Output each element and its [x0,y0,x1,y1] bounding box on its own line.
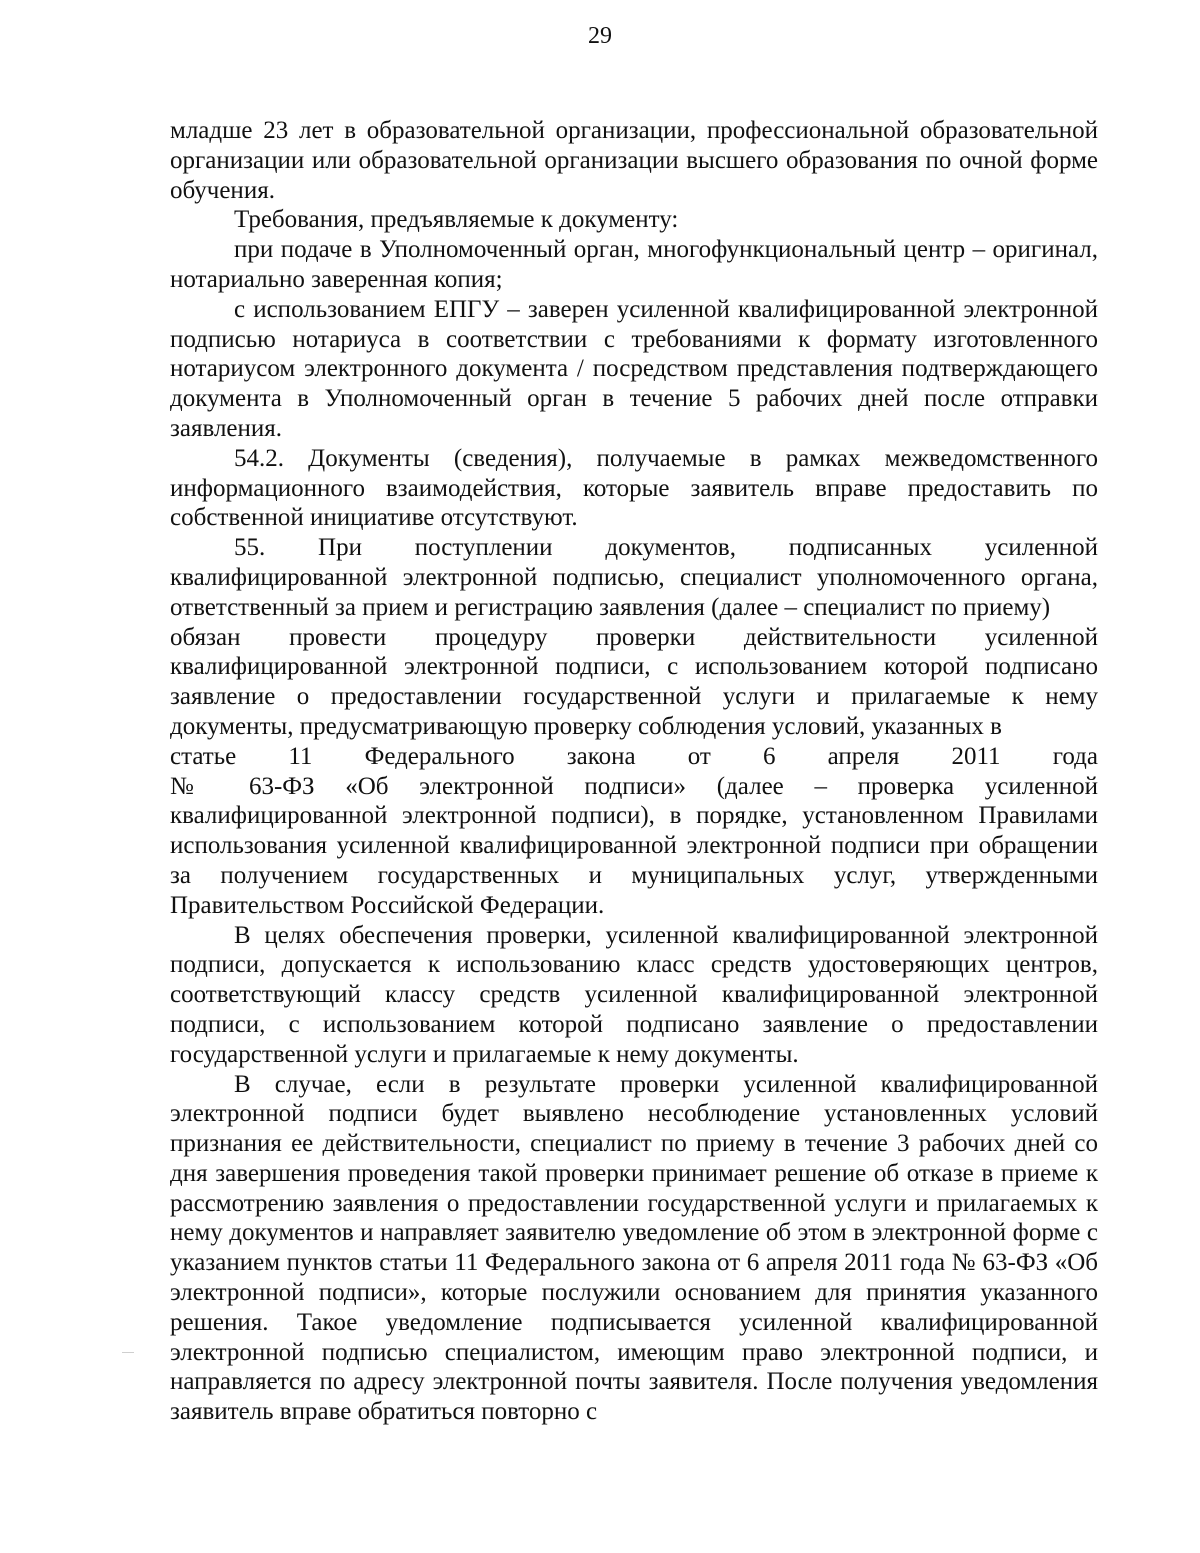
word: При [318,534,362,562]
word: усиленной [984,623,1098,651]
paragraph-submission-office: при подаче в Уполномоченный орган, многофункциональный центр – оригинал, нотариально заверенная копия; [170,236,1098,293]
paragraph-verification-class: В целях обеспечения проверки, усиленной квалифицированной электронной подписи, допускается к использованию класс средств удостоверяющих центров, соответствующий классу средств усиленной квалифицированной электронной подписи, с использованием которой подписано заявление о предоставлении государственной услуги и прилагаемые к нему документы. [170,921,1098,1068]
paragraph-55-part-3: квалифицированной электронной подписи, с использованием которой подписано заявление о предоставлении государственной услуги и прилагаемые к нему документы, предусматривающую проверку соблюдения условий, указанных в [170,653,1098,740]
paragraph-54-2: 54.2. Документы (сведения), получаемые в рамках межведомственного информационного взаимодействия, которые заявитель вправе предоставить по собственной инициативе отсутствуют. [170,444,1098,532]
word: проверки [596,623,696,651]
word: обязан [170,623,241,651]
word: усиленной [984,534,1098,562]
paragraph-55 [170,533,1098,920]
scan-mark [122,1352,134,1353]
word: статье [170,742,237,770]
word: 6 [762,742,776,770]
document-body [170,116,1098,1427]
paragraph-55-line-9 [170,742,1098,772]
word: действительности [743,623,937,651]
page-number: 29 [588,23,612,49]
paragraph-55-line-4 [170,623,1098,653]
word: подписанных [788,534,932,562]
word: процедуру [434,623,548,651]
paragraph-requirements-heading: Требования, предъявляемые к документу: [234,206,679,234]
paragraph-55-part-2: квалифицированной электронной подписью, специалист уполномоченного органа, ответственный за прием и регистрацию заявления (далее – специалист по приему) [170,563,1098,621]
word: документов, [605,534,736,562]
paragraph-continuation: младше 23 лет в образовательной организации, профессиональной образовательной организации или образовательной организации высшего образования по очной форме обучения. [170,117,1098,204]
word: 2011 [951,742,1001,770]
word: поступлении [414,534,553,562]
word: от [687,742,711,770]
paragraph-submission-epgu: с использованием ЕПГУ – заверен усиленной квалифицированной электронной подписью нотариуса в соответствии с требованиями к формату изготовленного нотариусом электронного документа / посредством представления подтверждающего документа в Уполномоченный орган в течение 5 рабочих дней после отправки заявления. [170,295,1098,442]
paragraph-55-line-1 [170,533,1098,563]
word: года [1052,742,1098,770]
word: закона [566,742,636,770]
word: 55. [234,534,266,562]
word: Федерального [364,742,515,770]
word: 11 [288,742,313,770]
word: провести [289,623,387,651]
word: апреля [827,742,900,770]
paragraph-refusal: В случае, если в результате проверки усиленной квалифицированной электронной подписи будет выявлено несоблюдение установленных условий признания ее действительности, специалист по приему в течение 3 рабочих дней со дня завершения проведения такой проверки принимает решение об отказе в приеме к рассмотрению заявления о предоставлении государственной услуги и прилагаемых к нему документов и направляет заявителю уведомление об этом в электронной форме с указанием пунктов статьи 11 Федерального закона от 6 апреля 2011 года № 63-ФЗ «Об электронной подписи», которые послужили основанием для принятия указанного решения. Такое уведомление подписывается усиленной квалифицированной электронной подписью специалистом, имеющим право электронной подписи, и направляется по адресу электронной почты заявителя. После получения уведомления заявитель вправе обратиться повторно с [170,1070,1098,1426]
paragraph-55-part-4: № 63-ФЗ «Об электронной подписи» (далее – проверка усиленной квалифицированной электронной подписи), в порядке, установленном Правилами использования усиленной квалифицированной электронной подписи при обращении за получением государственных и муниципальных услуг, утвержденными Правительством Российской Федерации. [170,772,1098,919]
